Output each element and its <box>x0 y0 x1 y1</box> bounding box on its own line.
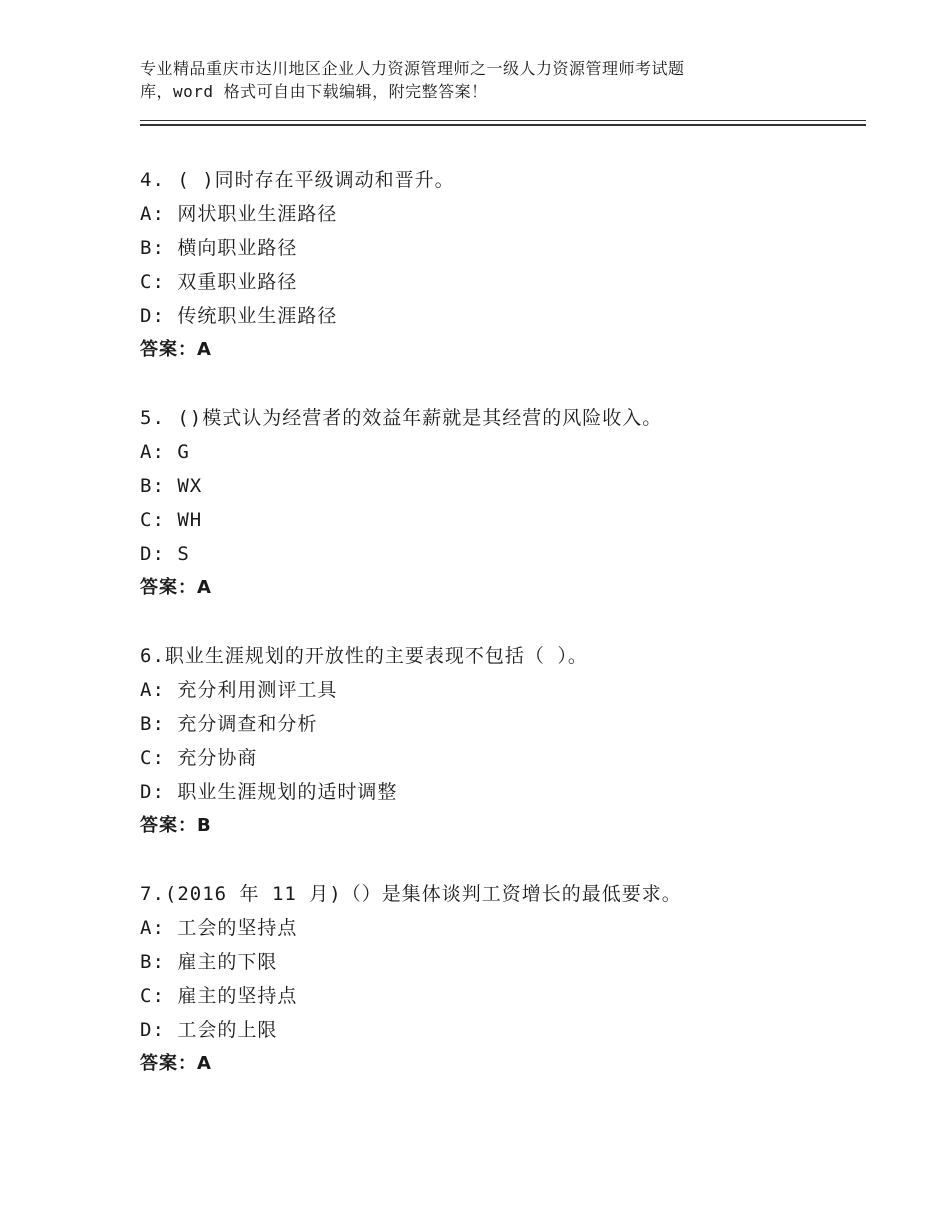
option-d: D: 工会的上限 <box>140 1019 278 1041</box>
header-title-line-2: 库，word 格式可自由下载编辑，附完整答案！ <box>140 82 488 101</box>
question-stem: 5. ()模式认为经营者的效益年薪就是其经营的风险收入。 <box>140 407 663 429</box>
question-4 <box>140 163 870 367</box>
option-c: C: 雇主的坚持点 <box>140 985 298 1007</box>
option-c: C: 双重职业路径 <box>140 271 298 293</box>
option-a: A: G <box>140 441 190 463</box>
answer-label: 答案：B <box>140 815 212 836</box>
question-list <box>140 163 870 1115</box>
document-header <box>140 57 860 103</box>
question-5 <box>140 401 870 605</box>
option-b: B: WX <box>140 475 203 497</box>
question-stem: 6.职业生涯规划的开放性的主要表现不包括（ ）。 <box>140 645 588 667</box>
option-b: B: 雇主的下限 <box>140 951 278 973</box>
header-divider-thick <box>140 124 866 126</box>
question-7 <box>140 877 870 1081</box>
option-a: A: 工会的坚持点 <box>140 917 298 939</box>
question-stem: 7.(2016 年 11 月)（）是集体谈判工资增长的最低要求。 <box>140 883 682 905</box>
option-d: D: 职业生涯规划的适时调整 <box>140 781 398 803</box>
header-title-line-1: 专业精品重庆市达川地区企业人力资源管理师之一级人力资源管理师考试题 <box>140 59 685 78</box>
option-c: C: WH <box>140 509 203 531</box>
option-b: B: 横向职业路径 <box>140 237 298 259</box>
option-b: B: 充分调查和分析 <box>140 713 318 735</box>
answer-label: 答案：A <box>140 339 212 360</box>
option-a: A: 充分利用测评工具 <box>140 679 338 701</box>
question-6 <box>140 639 870 843</box>
answer-label: 答案：A <box>140 1053 212 1074</box>
option-d: D: S <box>140 543 190 565</box>
option-d: D: 传统职业生涯路径 <box>140 305 338 327</box>
option-a: A: 网状职业生涯路径 <box>140 203 338 225</box>
answer-label: 答案：A <box>140 577 212 598</box>
option-c: C: 充分协商 <box>140 747 258 769</box>
header-divider-thin <box>140 120 866 121</box>
question-stem: 4. ( )同时存在平级调动和晋升。 <box>140 169 455 191</box>
